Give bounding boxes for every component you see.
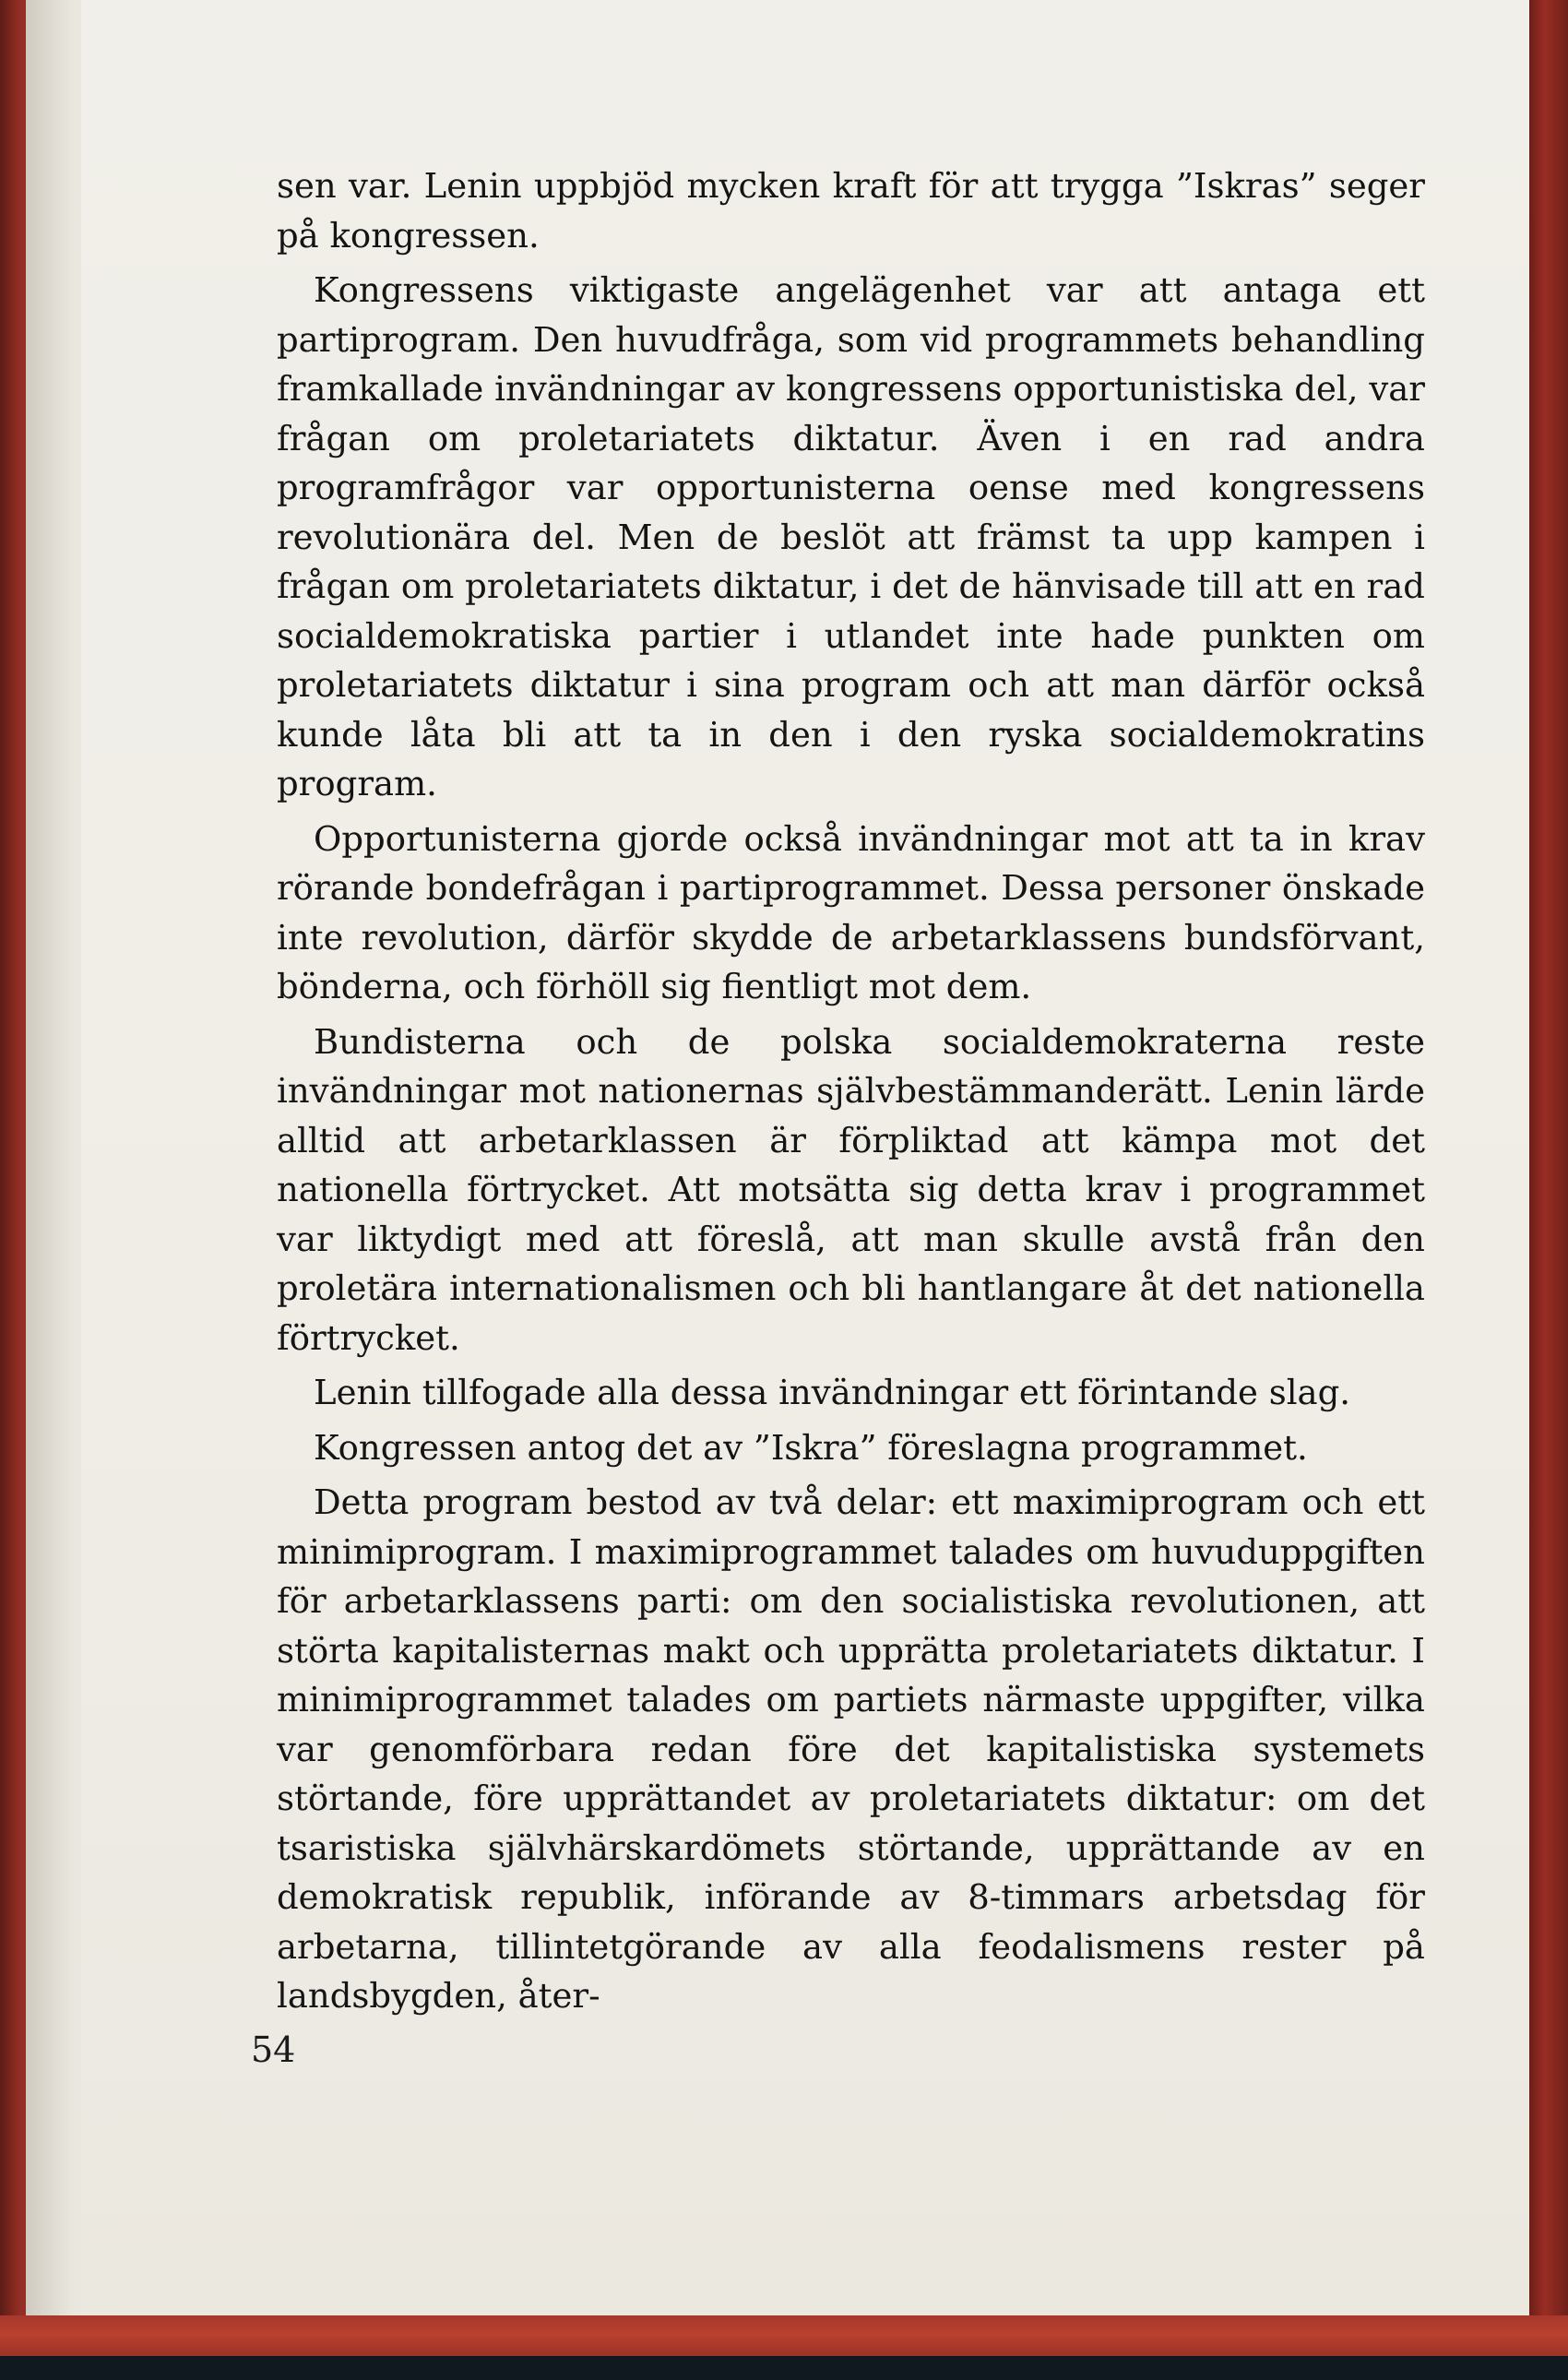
paragraph-7: Detta program bestod av två delar: ett maximiprogram och ett minimiprogram. I maximiprogrammet talades om huvuduppgiften för arbetarklassens parti: om den socialistiska revolutionen, att störta kapitalisternas makt och upprätta proletariatets diktatur. I minimiprogrammet talades om partiets närmaste uppgifter, vilka var genomförbara redan före det kapitalistiska systemets störtande, före upprättandet av proletariatets diktatur: om det tsaristiska självhärskardömets störtande, upprättande av en demokratisk republik, införande av 8-timmars arbetsdag för arbetarna, tillintetgörande av alla feodalismens rester på landsbygden, åter- xyxy=(277,1482,1425,2016)
page-number: 54 xyxy=(251,2029,296,2070)
background-surface xyxy=(0,2356,1568,2380)
paragraph-4: Bundisterna och de polska socialdemokraterna reste invändningar mot nationernas självbestämmanderätt. Lenin lärde alltid att arbetarklassen är förpliktad att kämpa mot det nationella förtrycket. Att motsätta sig detta krav i programmet var liktydigt med att föreslå, att man skulle avstå från den proletära internationalismen och bli hantlangare åt det nationella förtrycket. xyxy=(277,1021,1425,1358)
paragraph-6: Kongressen antog det av ”Iskra” föreslagna programmet. xyxy=(314,1427,1308,1468)
paragraph-2: Kongressens viktigaste angelägenhet var att antaga ett partiprogram. Den huvudfråga, som vid programmets behandling framkallade invändningar av kongressens opportunistiska del, var frågan om proletariatets diktatur. Även i en rad andra programfrågor var opportunisterna oense med kongressens revolutionära del. Men de beslöt att främst ta upp kampen i frågan om proletariatets diktatur, i det de hänvisade till att en rad socialdemokratiska partier i utlandet inte hade punkten om proletariatets diktatur i sina program och att man därför också kunde låta bli att ta in den i den ryska socialdemokratins program. xyxy=(277,270,1425,803)
paragraph-5: Lenin tillfogade alla dessa invändningar ett förintande slag. xyxy=(314,1373,1351,1412)
body-text xyxy=(277,161,1425,2027)
paragraph-3: Opportunisterna gjorde också invändningar mot att ta in krav rörande bondefrågan i partiprogrammet. Dessa personer önskade inte revolution, därför skydde de arbetarklassens bundsförvant, bönderna, och förhöll sig fientligt mot dem. xyxy=(277,818,1425,1006)
paragraph-1: sen var. Lenin uppbjöd mycken kraft för att trygga ”Iskras” seger på kongressen. xyxy=(277,166,1425,256)
book-cover-right-edge xyxy=(1529,0,1568,2380)
